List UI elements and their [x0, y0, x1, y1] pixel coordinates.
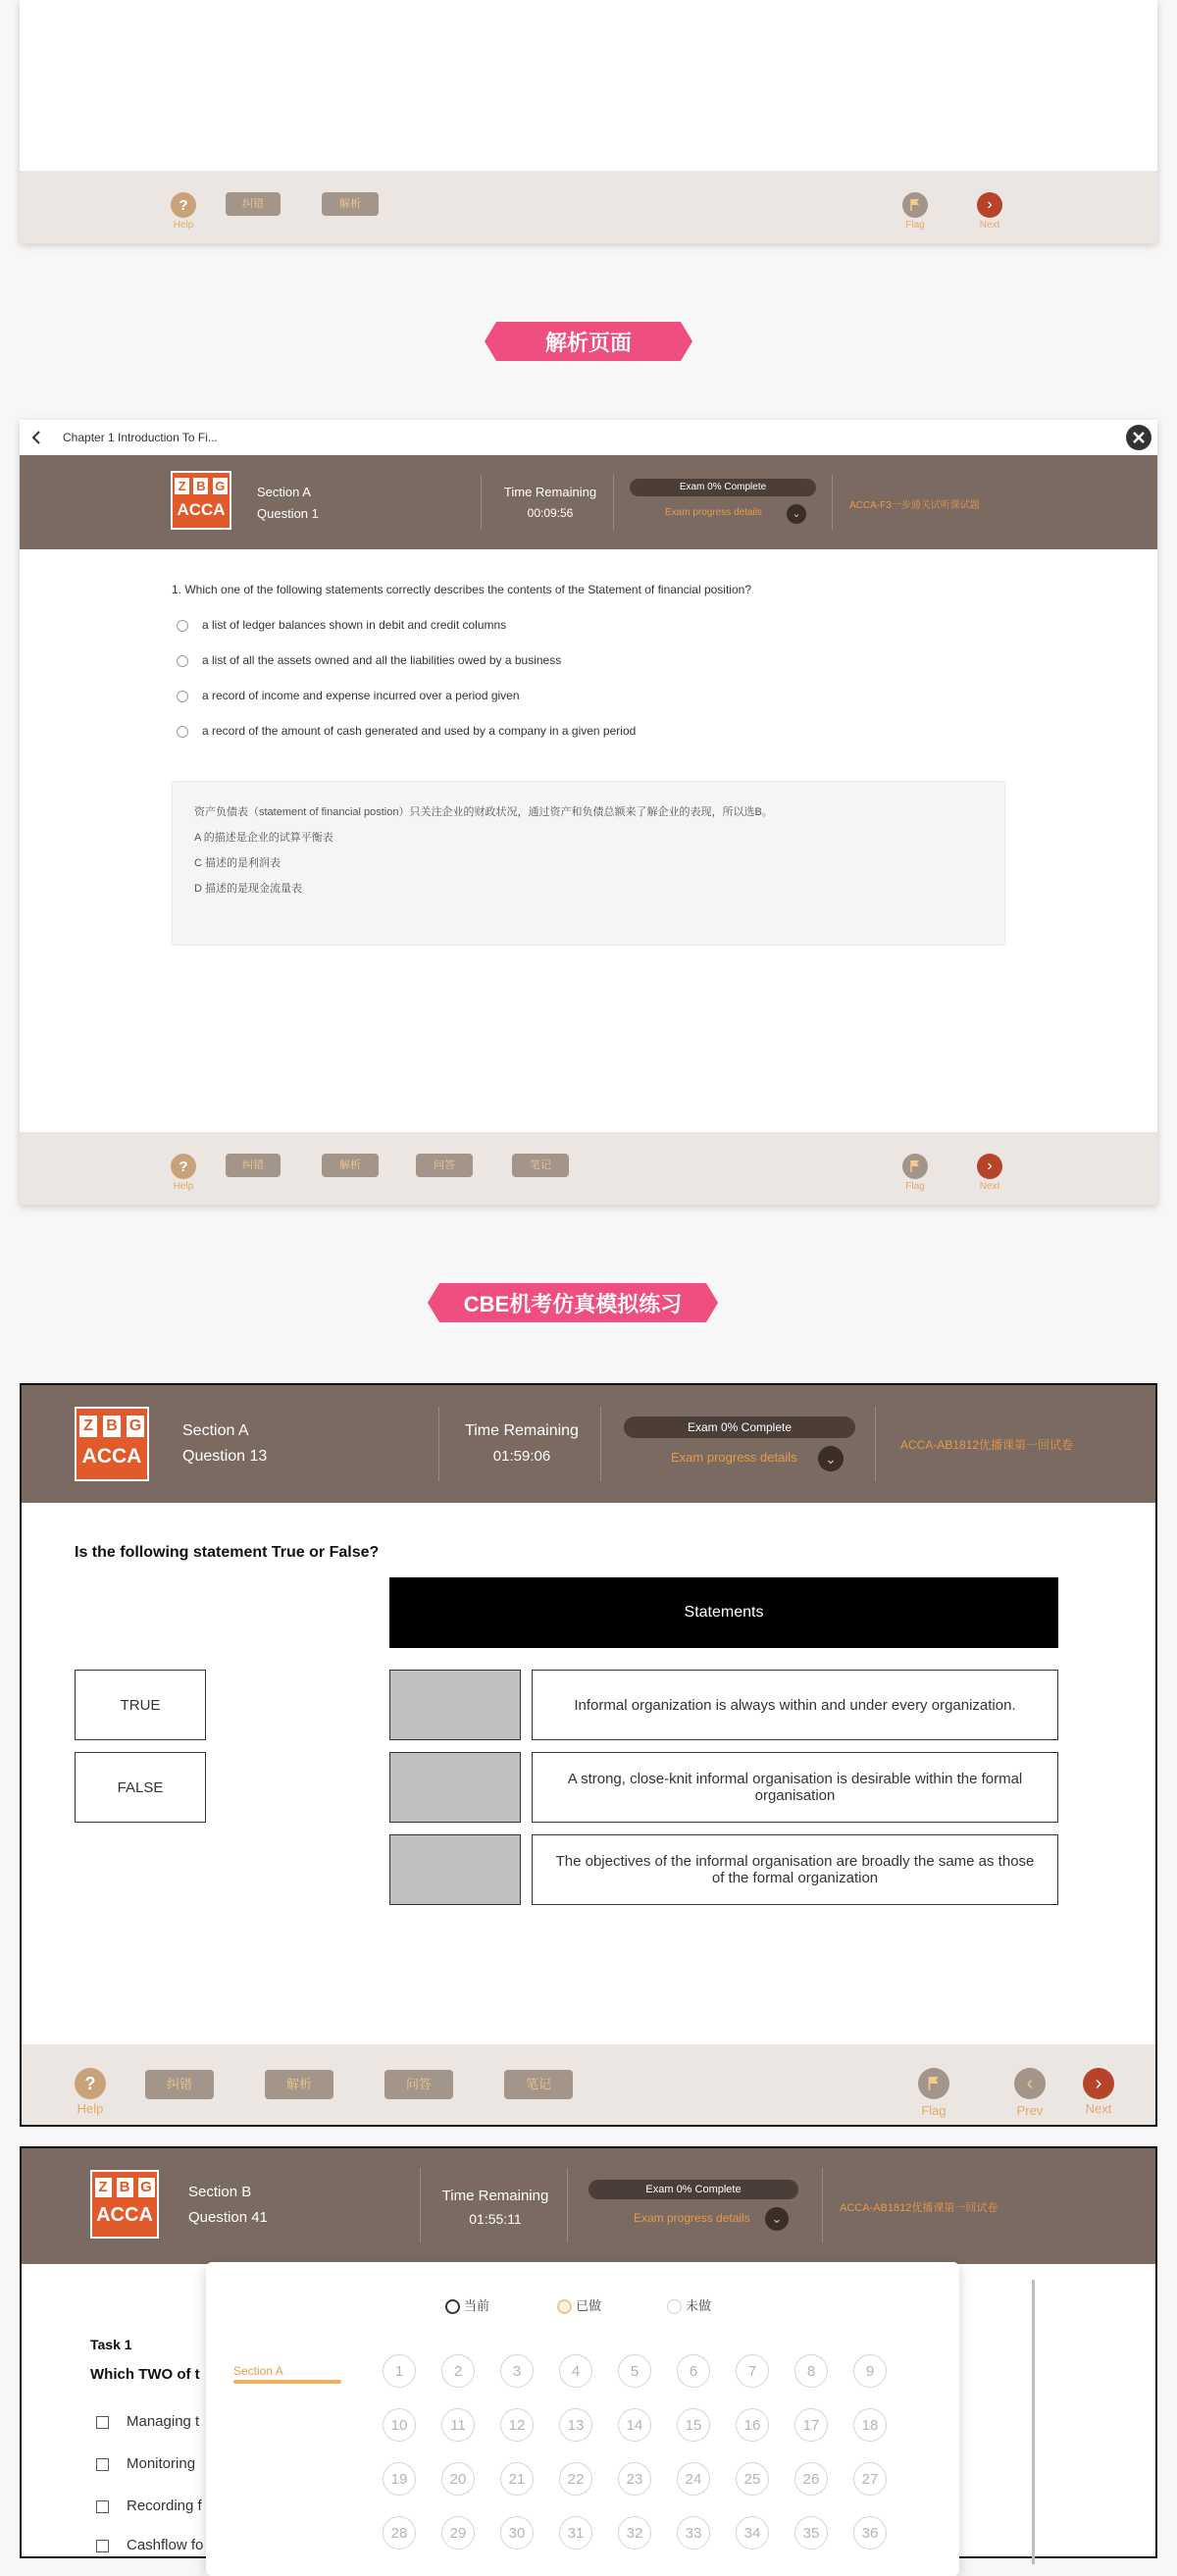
- question-number-button[interactable]: 31: [559, 2516, 592, 2550]
- help-label: Help: [173, 1181, 194, 1192]
- question-number-button[interactable]: 35: [794, 2516, 828, 2550]
- question-number-button[interactable]: 21: [500, 2462, 534, 2496]
- tool-button-qa[interactable]: 问答: [416, 1154, 473, 1177]
- next-label: Next: [1085, 2101, 1112, 2116]
- question-number-button[interactable]: 8: [794, 2354, 828, 2388]
- question-number-button[interactable]: 20: [441, 2462, 475, 2496]
- task-option[interactable]: [96, 2498, 202, 2514]
- section-label: Section B: [188, 2184, 252, 2200]
- zbg-acca-logo: [171, 471, 231, 530]
- question-number-button[interactable]: 6: [677, 2354, 710, 2388]
- exam-complete-bar: Exam 0% Complete: [588, 2180, 798, 2199]
- option-text: a list of ledger balances shown in debit and credit columns: [202, 618, 507, 632]
- tool-button-analysis[interactable]: 解析: [322, 192, 379, 216]
- question-number-button[interactable]: 12: [500, 2408, 534, 2442]
- header-divider: [832, 475, 833, 530]
- time-remaining-label: Time Remaining: [465, 1422, 579, 1439]
- next-label: Next: [979, 220, 1000, 231]
- answer-option[interactable]: [177, 618, 506, 632]
- header-divider: [438, 1407, 439, 1481]
- legend-done: [557, 2295, 601, 2314]
- chapter-title: Chapter 1 Introduction To Fi...: [63, 431, 218, 444]
- section-banner-cbe: CBE机考仿真模拟练习: [439, 1283, 706, 1322]
- drop-target[interactable]: [389, 1670, 521, 1740]
- checkbox[interactable]: [96, 2458, 109, 2471]
- chevron-down-icon[interactable]: ⌄: [818, 1446, 844, 1471]
- logo-letter: Z: [175, 478, 189, 494]
- cbe-progress-panel: [20, 2146, 1157, 2558]
- question-number-button[interactable]: 33: [677, 2516, 710, 2550]
- flag-label: Flag: [905, 220, 925, 231]
- bottom-toolbar: [22, 2044, 1155, 2125]
- logo-letter: B: [117, 2178, 133, 2197]
- chevron-down-icon[interactable]: ⌄: [787, 504, 806, 524]
- progress-dropdown: [206, 2262, 959, 2576]
- exam-name: ACCA-AB1812优播课第一回试卷: [900, 1438, 1074, 1452]
- chevron-down-icon[interactable]: ⌄: [765, 2207, 789, 2231]
- radio-button[interactable]: [177, 726, 188, 738]
- bottom-toolbar: [20, 1132, 1157, 1205]
- exam-panel-top: [20, 0, 1157, 243]
- answer-option[interactable]: [177, 689, 520, 702]
- flag-icon[interactable]: [902, 1154, 928, 1179]
- logo-letter: Z: [95, 2178, 112, 2197]
- question-number-button[interactable]: 36: [853, 2516, 887, 2550]
- tool-button-notes[interactable]: 笔记: [504, 2070, 573, 2099]
- question-label: Question 41: [188, 2209, 268, 2226]
- question-number-button[interactable]: 32: [618, 2516, 651, 2550]
- next-icon[interactable]: ›: [977, 192, 1002, 218]
- question-number-button[interactable]: 18: [853, 2408, 887, 2442]
- time-value: 01:59:06: [492, 1448, 551, 1465]
- logo-brand: ACCA: [177, 500, 226, 519]
- task-option-text: Monitoring: [127, 2455, 196, 2472]
- bottom-toolbar: [20, 171, 1157, 243]
- option-text: a list of all the assets owned and all the liabilities owed by a business: [202, 653, 562, 667]
- analysis-panel: [20, 420, 1157, 1205]
- prev-label: Prev: [1016, 2103, 1044, 2118]
- exam-name: ACCA-F3一步通关试听课试题: [849, 500, 980, 511]
- logo-letter: Z: [79, 1416, 97, 1437]
- question-number-button[interactable]: 2: [441, 2354, 475, 2388]
- analysis-line: D 描述的是现金流量表: [194, 883, 302, 895]
- analysis-line: 资产负债表（statement of financial postion）只关注企业的财政状况，通过资产和负债总额来了解企业的表现，所以选B。: [194, 806, 773, 818]
- question-number-button[interactable]: 10: [383, 2408, 416, 2442]
- question-number-button[interactable]: 15: [677, 2408, 710, 2442]
- statements-header: Statements: [389, 1577, 1058, 1648]
- help-icon[interactable]: ?: [75, 2068, 106, 2099]
- question-number-button[interactable]: 27: [853, 2462, 887, 2496]
- header-divider: [613, 475, 614, 530]
- task-label: Task 1: [90, 2337, 132, 2352]
- checkbox[interactable]: [96, 2500, 109, 2513]
- option-text: a record of income and expense incurred over a period given: [202, 689, 520, 702]
- analysis-line: A 的描述是企业的试算平衡表: [194, 832, 333, 844]
- logo-letter: G: [138, 2178, 155, 2197]
- legend-current-label: 当前: [464, 2298, 490, 2313]
- statement-cell: The objectives of the informal organisation are broadly the same as those of the formal organization: [532, 1834, 1058, 1905]
- question-number-button[interactable]: 1: [383, 2354, 416, 2388]
- legend-current: [445, 2295, 489, 2314]
- question-number-button[interactable]: 13: [559, 2408, 592, 2442]
- question-number-button[interactable]: 22: [559, 2462, 592, 2496]
- header-divider: [600, 1407, 601, 1481]
- logo-letter: B: [103, 1416, 121, 1437]
- question-number-button[interactable]: 34: [736, 2516, 769, 2550]
- question-label: Question 13: [182, 1448, 268, 1465]
- task-option-text: Managing t: [127, 2413, 200, 2430]
- logo-brand: ACCA: [81, 1445, 142, 1468]
- section-label: Section A: [257, 485, 311, 499]
- cbe-true-false-panel: [20, 1383, 1157, 2127]
- question-number-button[interactable]: 25: [736, 2462, 769, 2496]
- legend-done-icon: [557, 2299, 572, 2314]
- section-label: Section A: [182, 1422, 249, 1439]
- help-icon[interactable]: ?: [171, 192, 196, 218]
- logo-letter: G: [213, 478, 228, 494]
- question-number-button[interactable]: 14: [618, 2408, 651, 2442]
- answer-option[interactable]: [177, 653, 561, 667]
- help-icon[interactable]: ?: [171, 1154, 196, 1179]
- header-divider: [481, 475, 482, 530]
- progress-details-link[interactable]: Exam progress details: [671, 1450, 797, 1465]
- logo-letter: B: [193, 478, 208, 494]
- task-option-text: Cashflow fo: [127, 2537, 204, 2553]
- next-icon[interactable]: ›: [1083, 2068, 1114, 2099]
- legend-current-icon: [445, 2299, 460, 2314]
- header-divider: [875, 1407, 876, 1481]
- radio-button[interactable]: [177, 691, 188, 702]
- exam-complete-bar: Exam 0% Complete: [630, 479, 816, 496]
- question-number-button[interactable]: 24: [677, 2462, 710, 2496]
- exam-header: [22, 1385, 1155, 1503]
- question-number-button[interactable]: 7: [736, 2354, 769, 2388]
- choice-true[interactable]: TRUE: [75, 1670, 206, 1740]
- back-icon[interactable]: [26, 426, 49, 449]
- time-value: 01:55:11: [469, 2211, 522, 2227]
- question-number-button[interactable]: 28: [383, 2516, 416, 2550]
- logo-brand: ACCA: [96, 2204, 153, 2226]
- tool-button-correction[interactable]: 纠错: [226, 192, 281, 216]
- task-option-text: Recording f: [127, 2498, 202, 2514]
- progress-details-link[interactable]: Exam progress details: [634, 2211, 750, 2225]
- question-text: Is the following statement True or False?: [75, 1544, 380, 1561]
- tool-button-notes[interactable]: 笔记: [512, 1154, 569, 1177]
- question-number-button[interactable]: 5: [618, 2354, 651, 2388]
- flag-icon[interactable]: [902, 192, 928, 218]
- analysis-box: [172, 781, 1005, 946]
- time-value: 00:09:56: [527, 506, 574, 520]
- flag-label: Flag: [921, 2103, 947, 2118]
- section-banner-analysis: 解析页面: [496, 322, 681, 361]
- task-question: Which TWO of t: [90, 2366, 200, 2383]
- section-tab-underline: [233, 2380, 341, 2384]
- question-number-button[interactable]: 9: [853, 2354, 887, 2388]
- legend-undone: [667, 2295, 711, 2314]
- question-text: 1. Which one of the following statements correctly describes the contents of the Statement of financial position?: [172, 583, 751, 596]
- choice-false[interactable]: FALSE: [75, 1752, 206, 1823]
- exam-header: [20, 455, 1157, 549]
- legend-undone-label: 未做: [686, 2298, 712, 2313]
- question-number-button[interactable]: 4: [559, 2354, 592, 2388]
- close-icon[interactable]: [1126, 425, 1151, 450]
- tool-button-correction[interactable]: 纠错: [145, 2070, 214, 2099]
- statement-cell: A strong, close-knit informal organisation is desirable within the formal organisation: [532, 1752, 1058, 1823]
- question-number-button[interactable]: 23: [618, 2462, 651, 2496]
- question-number-button[interactable]: 30: [500, 2516, 534, 2550]
- tool-button-qa[interactable]: 问答: [384, 2070, 453, 2099]
- question-number-button[interactable]: 19: [383, 2462, 416, 2496]
- radio-button[interactable]: [177, 655, 188, 667]
- task-option[interactable]: [96, 2537, 203, 2553]
- exam-name: ACCA-AB1812优播课第一回试卷: [840, 2202, 998, 2214]
- flag-icon[interactable]: [918, 2068, 949, 2099]
- question-number-button[interactable]: 11: [441, 2408, 475, 2442]
- zbg-acca-logo: [90, 2170, 159, 2239]
- prev-icon[interactable]: ‹: [1014, 2068, 1046, 2099]
- section-tab-label[interactable]: Section A: [233, 2364, 283, 2378]
- time-remaining-label: Time Remaining: [441, 2188, 549, 2204]
- nav-bar: [20, 420, 1157, 455]
- question-label: Question 1: [257, 506, 319, 521]
- help-label: Help: [173, 220, 194, 231]
- answer-option[interactable]: [177, 724, 636, 738]
- progress-details-link[interactable]: Exam progress details: [665, 507, 762, 518]
- tool-button-analysis[interactable]: 解析: [265, 2070, 333, 2099]
- scrollbar-track[interactable]: [1032, 2280, 1035, 2564]
- exam-header: [22, 2148, 1155, 2264]
- tool-button-analysis[interactable]: 解析: [322, 1154, 379, 1177]
- task-option[interactable]: [96, 2455, 195, 2472]
- tool-button-correction[interactable]: 纠错: [226, 1154, 281, 1177]
- question-number-button[interactable]: 17: [794, 2408, 828, 2442]
- question-number-button[interactable]: 29: [441, 2516, 475, 2550]
- question-number-button[interactable]: 3: [500, 2354, 534, 2388]
- legend-undone-icon: [667, 2299, 682, 2314]
- zbg-acca-logo: [75, 1407, 149, 1481]
- drop-target[interactable]: [389, 1752, 521, 1823]
- analysis-line: C 描述的是利润表: [194, 857, 281, 869]
- task-option[interactable]: [96, 2413, 199, 2430]
- exam-complete-bar: Exam 0% Complete: [624, 1417, 855, 1438]
- header-divider: [567, 2168, 568, 2242]
- next-label: Next: [979, 1181, 1000, 1192]
- radio-button[interactable]: [177, 620, 188, 632]
- time-remaining-label: Time Remaining: [503, 485, 597, 499]
- question-number-button[interactable]: 16: [736, 2408, 769, 2442]
- help-label: Help: [77, 2101, 104, 2116]
- logo-letter: G: [127, 1416, 144, 1437]
- drop-target[interactable]: [389, 1834, 521, 1905]
- statement-cell: Informal organization is always within and under every organization.: [532, 1670, 1058, 1740]
- checkbox[interactable]: [96, 2540, 109, 2552]
- question-number-button[interactable]: 26: [794, 2462, 828, 2496]
- checkbox[interactable]: [96, 2416, 109, 2429]
- flag-label: Flag: [905, 1181, 925, 1192]
- header-divider: [420, 2168, 421, 2242]
- option-text: a record of the amount of cash generated and used by a company in a given period: [202, 724, 637, 738]
- legend-done-label: 已做: [576, 2298, 602, 2313]
- header-divider: [822, 2168, 823, 2242]
- next-icon[interactable]: ›: [977, 1154, 1002, 1179]
